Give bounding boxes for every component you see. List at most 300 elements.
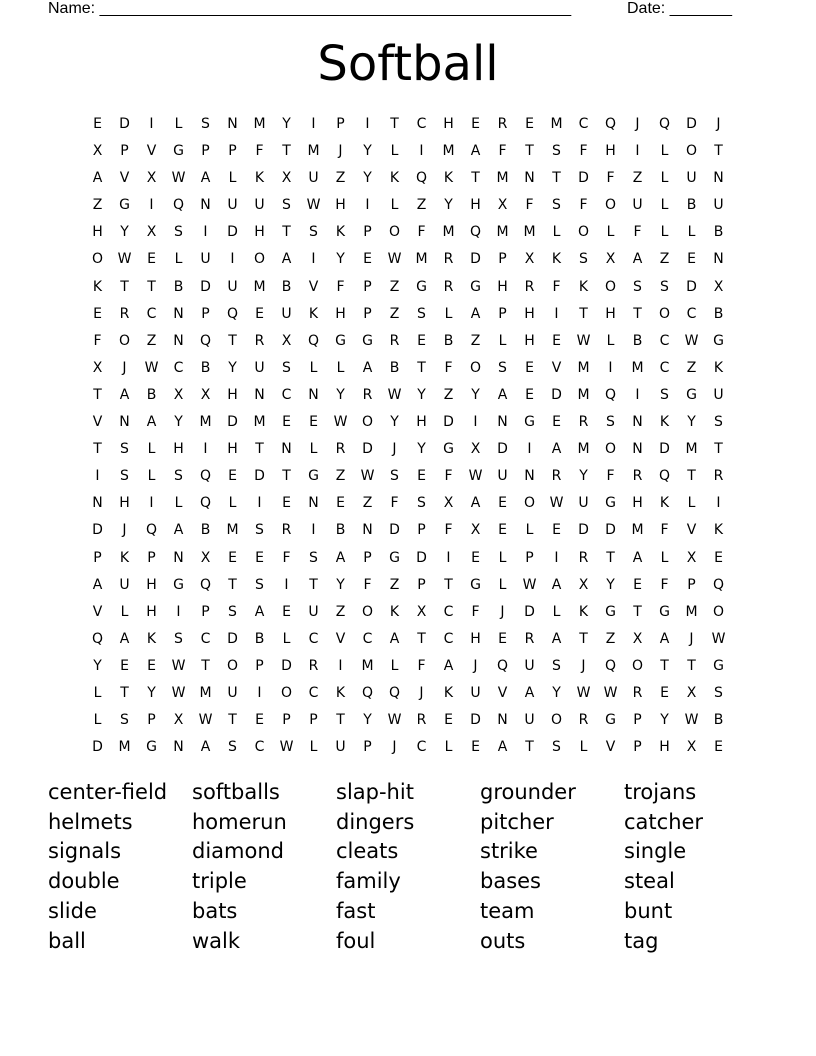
grid-letter: I [284,576,289,593]
grid-letter: D [686,278,697,295]
grid-letter: U [308,603,319,620]
grid-row [84,328,732,355]
grid-letter: D [200,278,211,295]
grid-letter: M [253,116,266,132]
grid-letter: U [227,684,238,701]
grid-letter: S [498,359,507,376]
grid-letter: F [525,197,534,214]
grid-letter: D [686,116,697,132]
grid-letter: H [416,414,427,431]
grid-letter: P [363,549,372,566]
grid-letter: W [387,712,402,729]
grid-letter: Y [390,414,399,431]
grid-letter: R [416,712,427,729]
grid-letter: P [363,739,372,756]
grid-letter: P [93,549,102,566]
grid-letter: R [443,251,454,268]
grid-letter: V [335,630,346,647]
grid-letter: J [473,657,478,674]
grid-letter: A [659,630,670,647]
grid-letter: M [226,522,239,539]
grid-letter: V [308,278,319,295]
grid-letter: M [442,143,455,160]
grid-letter: A [551,441,562,458]
grid-letter: A [335,549,346,566]
grid-letter: E [228,549,237,566]
grid-letter: Y [336,576,345,593]
grid-letter: R [497,116,508,132]
word-list-item: walk [192,928,241,953]
grid-letter: A [92,576,103,593]
grid-letter: E [471,739,480,756]
grid-letter: E [471,549,480,566]
grid-letter: F [444,468,453,485]
grid-letter: R [335,441,346,458]
grid-letter: B [200,359,211,376]
grid-letter: T [687,657,696,674]
grid-letter: I [176,603,181,620]
grid-letter: Q [226,305,239,322]
grid-letter: O [712,603,725,620]
grid-letter: T [471,170,480,187]
grid-letter: I [230,251,235,268]
grid-letter: C [308,684,319,701]
grid-letter: Y [417,386,426,403]
grid-letter: L [498,576,507,593]
grid-row [84,707,732,734]
word-list-item: slide [48,898,97,923]
grid-letter: X [497,197,508,214]
grid-letter: T [552,170,561,187]
grid-letter: R [308,657,319,674]
grid-letter: M [415,251,428,268]
grid-row [84,436,732,463]
grid-letter: Y [93,657,102,674]
grid-letter: E [282,414,291,431]
grid-letter: N [227,116,238,132]
grid-letter: L [660,170,669,187]
grid-letter: G [686,386,697,403]
grid-letter: S [228,603,237,620]
grid-letter: M [361,657,374,674]
grid-letter: D [92,522,103,539]
grid-letter: T [93,386,102,403]
grid-letter: B [173,278,184,295]
word-list-item: outs [480,928,526,953]
grid-letter: C [254,739,265,756]
grid-letter: J [392,739,397,756]
grid-row [84,463,732,490]
grid-letter: E [498,495,507,512]
grid-letter: R [551,468,562,485]
grid-letter: T [201,657,210,674]
grid-letter: C [308,630,319,647]
grid-letter: S [552,197,561,214]
grid-letter: L [282,630,291,647]
grid-letter: U [308,170,319,187]
letter-grid [84,111,732,761]
grid-letter: H [173,441,184,458]
grid-letter: Q [199,495,212,512]
grid-letter: Y [228,359,237,376]
grid-letter: P [336,116,345,132]
grid-letter: Z [416,197,427,214]
grid-letter: I [554,549,559,566]
grid-row [84,545,732,572]
grid-letter: L [309,739,318,756]
grid-letter: Q [658,468,671,485]
grid-letter: P [363,224,372,241]
grid-letter: M [199,414,212,431]
grid-letter: A [146,414,157,431]
grid-letter: D [227,630,238,647]
grid-letter: K [659,414,670,431]
grid-letter: O [604,441,617,458]
grid-row [84,192,732,219]
grid-letter: V [551,359,562,376]
grid-letter: V [92,414,103,431]
grid-letter: W [306,197,321,214]
grid-letter: P [147,549,156,566]
word-list-item: homerun [192,809,287,834]
grid-letter: Y [363,170,372,187]
grid-letter: W [684,712,699,729]
grid-letter: W [603,684,618,701]
grid-letter: S [417,495,426,512]
grid-letter: B [632,332,643,349]
grid-letter: S [606,414,615,431]
grid-letter: S [120,712,129,729]
grid-letter: N [497,414,508,431]
grid-letter: E [255,549,264,566]
grid-letter: U [254,197,265,214]
grid-letter: L [606,332,615,349]
grid-letter: D [578,170,589,187]
grid-letter: L [498,549,507,566]
grid-letter: P [147,712,156,729]
grid-letter: E [282,603,291,620]
grid-letter: Q [415,170,428,187]
grid-letter: E [633,576,642,593]
grid-letter: D [497,441,508,458]
grid-letter: S [579,251,588,268]
grid-letter: R [632,684,643,701]
word-list-item: softballs [192,780,280,804]
grid-letter: A [551,630,562,647]
grid-letter: T [714,441,723,458]
grid-letter: G [443,441,454,458]
grid-letter: F [660,522,669,539]
grid-letter: I [311,251,316,268]
grid-letter: U [281,305,292,322]
grid-letter: W [711,630,726,647]
grid-letter: E [255,305,264,322]
grid-letter: L [498,332,507,349]
grid-letter: A [470,305,481,322]
grid-letter: G [173,576,184,593]
grid-letter: T [282,468,291,485]
grid-letter: S [201,116,210,132]
grid-letter: E [525,359,534,376]
grid-row [84,490,732,517]
grid-letter: J [716,116,721,132]
grid-letter: S [552,739,561,756]
grid-letter: E [714,739,723,756]
grid-letter: Y [471,386,480,403]
grid-letter: C [173,359,184,376]
grid-letter: M [253,414,266,431]
grid-letter: F [633,224,642,241]
grid-letter: D [254,468,265,485]
grid-letter: T [579,305,588,322]
grid-row [84,653,732,680]
grid-letter: Z [335,170,346,187]
grid-row [84,165,732,192]
grid-letter: Q [199,332,212,349]
grid-letter: A [119,386,130,403]
grid-letter: M [577,441,590,458]
grid-letter: A [551,576,562,593]
worksheet-header [48,0,748,20]
grid-letter: F [282,549,291,566]
grid-letter: P [633,712,642,729]
grid-letter: M [253,278,266,295]
grid-letter: T [714,143,723,160]
grid-letter: Z [470,332,481,349]
grid-letter: G [173,143,184,160]
word-list-item: double [48,869,120,894]
grid-letter: E [120,657,129,674]
grid-letter: P [363,305,372,322]
grid-letter: V [605,739,616,756]
grid-letter: I [365,116,370,132]
grid-letter: D [119,116,130,132]
grid-letter: F [93,332,102,349]
grid-letter: Q [361,684,374,701]
grid-letter: L [552,603,561,620]
grid-row [84,409,732,436]
grid-letter: S [633,278,642,295]
grid-letter: R [281,522,292,539]
grid-letter: J [338,143,343,160]
grid-letter: W [684,332,699,349]
grid-letter: K [659,495,670,512]
grid-letter: P [417,576,426,593]
grid-letter: C [416,116,427,132]
grid-letter: W [387,386,402,403]
grid-row [84,517,732,544]
grid-letter: M [442,224,455,241]
grid-letter: P [201,143,210,160]
grid-letter: J [689,630,694,647]
grid-letter: X [146,170,157,187]
grid-letter: T [444,576,453,593]
grid-letter: H [605,143,616,160]
grid-letter: E [525,116,534,132]
grid-letter: S [174,224,183,241]
grid-letter: F [579,143,588,160]
grid-letter: Z [632,170,643,187]
grid-letter: P [417,522,426,539]
word-list-item: bases [480,869,542,894]
grid-letter: O [577,224,590,241]
grid-letter: Q [91,630,104,647]
grid-letter: X [686,684,697,701]
grid-letter: M [577,359,590,376]
grid-letter: F [660,576,669,593]
grid-letter: L [93,712,102,729]
grid-letter: W [144,359,159,376]
grid-letter: W [117,251,132,268]
grid-letter: T [120,684,129,701]
grid-letter: D [227,414,238,431]
grid-letter: T [606,549,615,566]
grid-letter: N [632,441,643,458]
word-list-item: grounder [480,780,576,804]
grid-letter: F [417,657,426,674]
grid-letter: T [228,712,237,729]
grid-letter: W [522,576,537,593]
grid-letter: M [631,359,644,376]
word-list-item: pitcher [480,809,554,834]
grid-letter: I [527,441,532,458]
grid-letter: E [687,251,696,268]
grid-letter: R [713,468,724,485]
grid-letter: D [605,522,616,539]
grid-letter: T [633,305,642,322]
grid-letter: V [92,603,103,620]
grid-letter: G [146,739,157,756]
grid-letter: K [443,684,454,701]
grid-letter: L [687,495,696,512]
grid-letter: F [363,576,372,593]
grid-letter: E [417,468,426,485]
grid-letter: Z [389,576,400,593]
grid-letter: I [311,116,316,132]
grid-letter: E [363,251,372,268]
grid-letter: D [92,739,103,756]
grid-letter: W [576,684,591,701]
grid-letter: P [309,712,318,729]
grid-letter: S [552,657,561,674]
grid-letter: C [281,386,292,403]
grid-letter: W [387,251,402,268]
grid-letter: K [578,278,589,295]
grid-letter: R [524,278,535,295]
grid-letter: F [417,224,426,241]
grid-letter: X [686,549,697,566]
grid-letter: E [714,549,723,566]
grid-letter: K [335,684,346,701]
grid-letter: E [552,332,561,349]
grid-letter: B [389,359,400,376]
grid-letter: L [579,739,588,756]
grid-letter: Q [604,386,617,403]
grid-letter: E [282,495,291,512]
grid-letter: S [174,630,183,647]
grid-letter: D [362,441,373,458]
grid-letter: K [389,603,400,620]
grid-letter: F [498,143,507,160]
grid-letter: A [632,251,643,268]
grid-letter: H [335,197,346,214]
grid-letter: L [174,116,183,132]
grid-letter: R [632,468,643,485]
grid-letter: S [660,386,669,403]
grid-letter: D [281,657,292,674]
grid-letter: M [685,441,698,458]
grid-letter: S [282,197,291,214]
grid-letter: N [713,170,724,187]
grid-letter: O [604,197,617,214]
grid-letter: X [443,495,454,512]
grid-letter: L [552,224,561,241]
grid-letter: U [227,197,238,214]
grid-letter: C [362,630,373,647]
grid-letter: Q [199,468,212,485]
grid-letter: J [635,116,640,132]
grid-row [84,111,732,138]
grid-letter: I [473,414,478,431]
grid-letter: Q [496,657,509,674]
grid-letter: X [146,224,157,241]
grid-letter: P [633,739,642,756]
grid-letter: I [635,386,640,403]
grid-letter: N [281,441,292,458]
grid-letter: J [122,359,127,376]
grid-letter: Q [145,522,158,539]
grid-letter: U [686,170,697,187]
grid-letter: P [498,305,507,322]
grid-letter: P [255,657,264,674]
grid-letter: G [605,495,616,512]
grid-letter: I [203,441,208,458]
grid-letter: L [444,305,453,322]
grid-letter: K [92,278,103,295]
grid-letter: H [227,386,238,403]
grid-letter: W [171,684,186,701]
grid-letter: S [552,143,561,160]
grid-letter: Z [389,305,400,322]
grid-letter: W [549,495,564,512]
grid-letter: O [361,603,374,620]
grid-letter: P [363,278,372,295]
grid-letter: B [281,278,292,295]
grid-letter: X [92,359,103,376]
grid-row [84,572,732,599]
grid-letter: N [524,170,535,187]
grid-letter: S [120,468,129,485]
grid-letter: H [470,630,481,647]
grid-letter: R [578,414,589,431]
grid-letter: D [416,549,427,566]
grid-letter: Y [336,251,345,268]
grid-letter: Z [362,495,373,512]
grid-letter: Y [363,143,372,160]
grid-letter: T [255,441,264,458]
grid-letter: L [390,143,399,160]
grid-letter: G [659,603,670,620]
grid-letter: C [416,739,427,756]
grid-letter: A [524,684,535,701]
grid-letter: D [578,522,589,539]
grid-letter: E [498,522,507,539]
grid-letter: A [389,630,400,647]
grid-letter: T [228,576,237,593]
grid-letter: C [686,305,697,322]
grid-letter: L [147,441,156,458]
grid-letter: O [523,495,536,512]
